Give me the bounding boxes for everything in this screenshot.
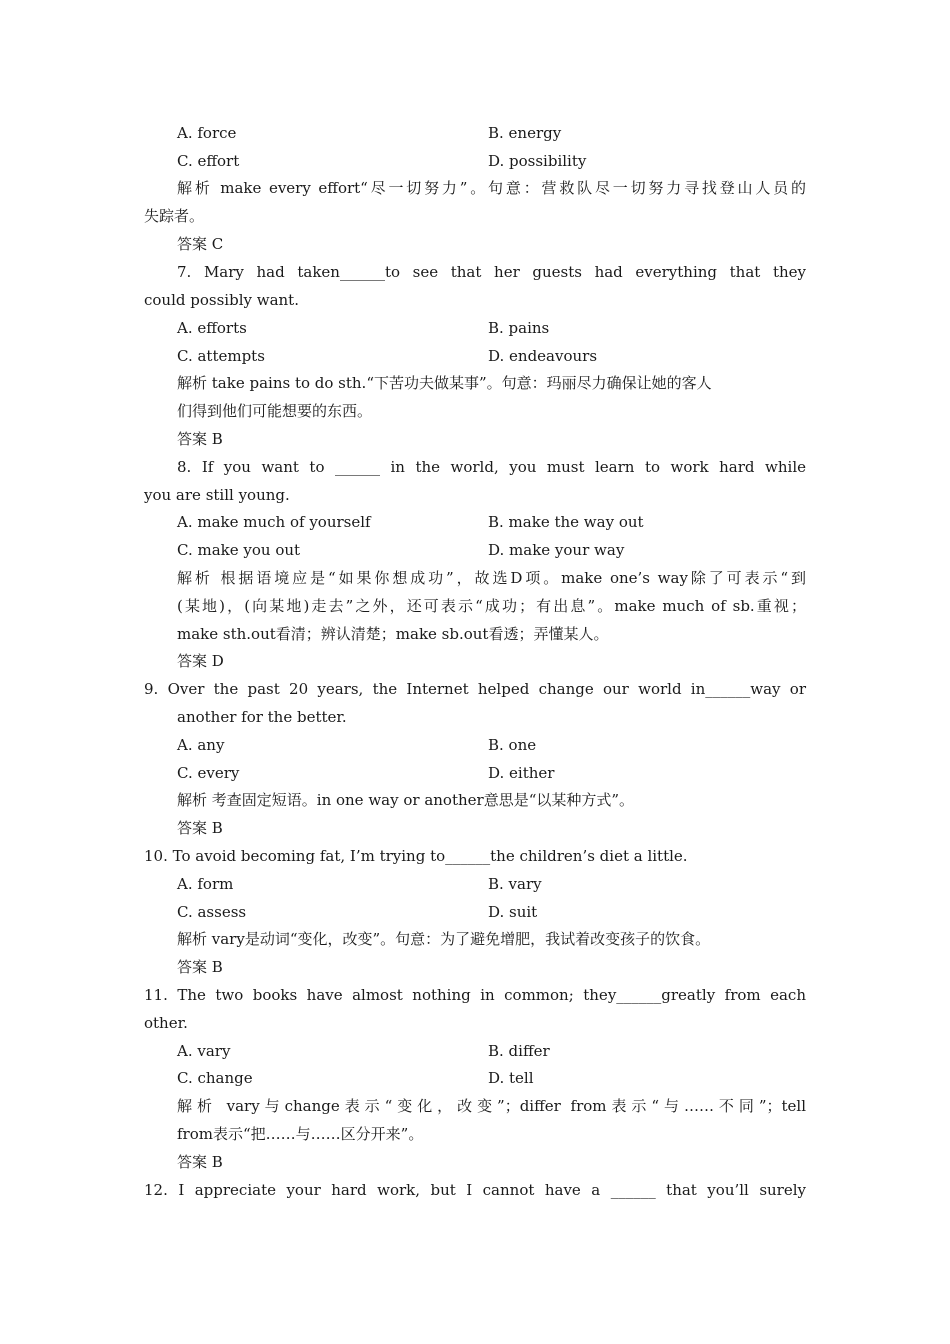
q6-analysis-line-1: 解析 make every effort“尽一切努力”。句意：营救队尽一切努力寻找登山人员的 [177, 179, 806, 197]
q11-analysis-line-2: from表示“把……与……区分开来”。 [177, 1125, 424, 1143]
q6-option-c: C. effort [177, 152, 240, 170]
q6-option-b: B. energy [488, 124, 562, 142]
q11-option-d: D. tell [488, 1069, 534, 1087]
q6-option-a: A. force [177, 124, 237, 142]
q11-stem-line-1: 11. The two books have almost nothing in common; they______greatly from each [144, 986, 806, 1004]
q8-analysis-line-1: 解析 根据语境应是“如果你想成功”，故选D项。make one’s way除了可表示“到 [177, 569, 806, 587]
q8-stem-line-1: 8. If you want to ______ in the world, you must learn to work hard while [177, 458, 806, 476]
q11-answer: 答案 B [177, 1153, 223, 1171]
q10-answer: 答案 B [177, 958, 223, 976]
q9-answer: 答案 B [177, 819, 223, 837]
q8-stem-line-2: you are still young. [144, 486, 290, 504]
q8-analysis-line-2: (某地)，(向某地)走去”之外，还可表示“成功；有出息”。make much of sb.重视； [177, 597, 806, 615]
q8-option-b: B. make the way out [488, 513, 644, 531]
q9-stem-line-1: 9. Over the past 20 years, the Internet helped change our world in______way or [144, 680, 806, 698]
q10-option-c: C. assess [177, 903, 247, 921]
q11-option-b: B. differ [488, 1042, 550, 1060]
q9-analysis-line-1: 解析 考查固定短语。in one way or another意思是“以某种方式”。 [177, 791, 635, 809]
q9-option-a: A. any [177, 736, 225, 754]
q7-option-b: B. pains [488, 319, 550, 337]
q7-stem-line-2: could possibly want. [144, 291, 299, 309]
q10-option-d: D. suit [488, 903, 538, 921]
q10-analysis-line-1: 解析 vary是动词“变化，改变”。句意：为了避免增肥，我试着改变孩子的饮食。 [177, 930, 711, 948]
q11-stem-line-2: other. [144, 1014, 188, 1032]
q8-option-a: A. make much of yourself [177, 513, 371, 531]
q7-stem-line-1: 7. Mary had taken______to see that her guests had everything that they [177, 263, 806, 281]
q7-option-c: C. attempts [177, 347, 265, 365]
q10-option-a: A. form [177, 875, 234, 893]
q8-option-c: C. make you out [177, 541, 301, 559]
q9-option-d: D. either [488, 764, 555, 782]
q7-analysis-line-1: 解析 take pains to do sth.“下苦功夫做某事”。句意：玛丽尽力确保让她的客人 [177, 374, 712, 392]
q11-option-c: C. change [177, 1069, 253, 1087]
q9-option-b: B. one [488, 736, 537, 754]
q6-answer: 答案 C [177, 235, 224, 253]
q7-option-d: D. endeavours [488, 347, 598, 365]
q8-answer: 答案 D [177, 652, 224, 670]
q7-answer: 答案 B [177, 430, 223, 448]
q7-analysis-line-2: 们得到他们可能想要的东西。 [177, 402, 373, 420]
q10-option-b: B. vary [488, 875, 542, 893]
q7-option-a: A. efforts [177, 319, 247, 337]
q8-analysis-line-3: make sth.out看清；辨认清楚；make sb.out看透；弄懂某人。 [177, 625, 609, 643]
q8-option-d: D. make your way [488, 541, 625, 559]
q6-option-d: D. possibility [488, 152, 587, 170]
q11-option-a: A. vary [177, 1042, 231, 1060]
q6-analysis-line-2: 失踪者。 [144, 207, 205, 225]
q12-stem-line-1: 12. I appreciate your hard work, but I cannot have a ______ that you’ll surely [144, 1181, 806, 1199]
q9-stem-line-2: another for the better. [177, 708, 347, 726]
q11-analysis-line-1: 解析 vary与change表示“变化，改变”；differ from表示“与……不同”；tell [177, 1097, 806, 1115]
q9-option-c: C. every [177, 764, 240, 782]
q10-stem-line-1: 10. To avoid becoming fat, I’m trying to______the children’s diet a little. [144, 847, 688, 865]
